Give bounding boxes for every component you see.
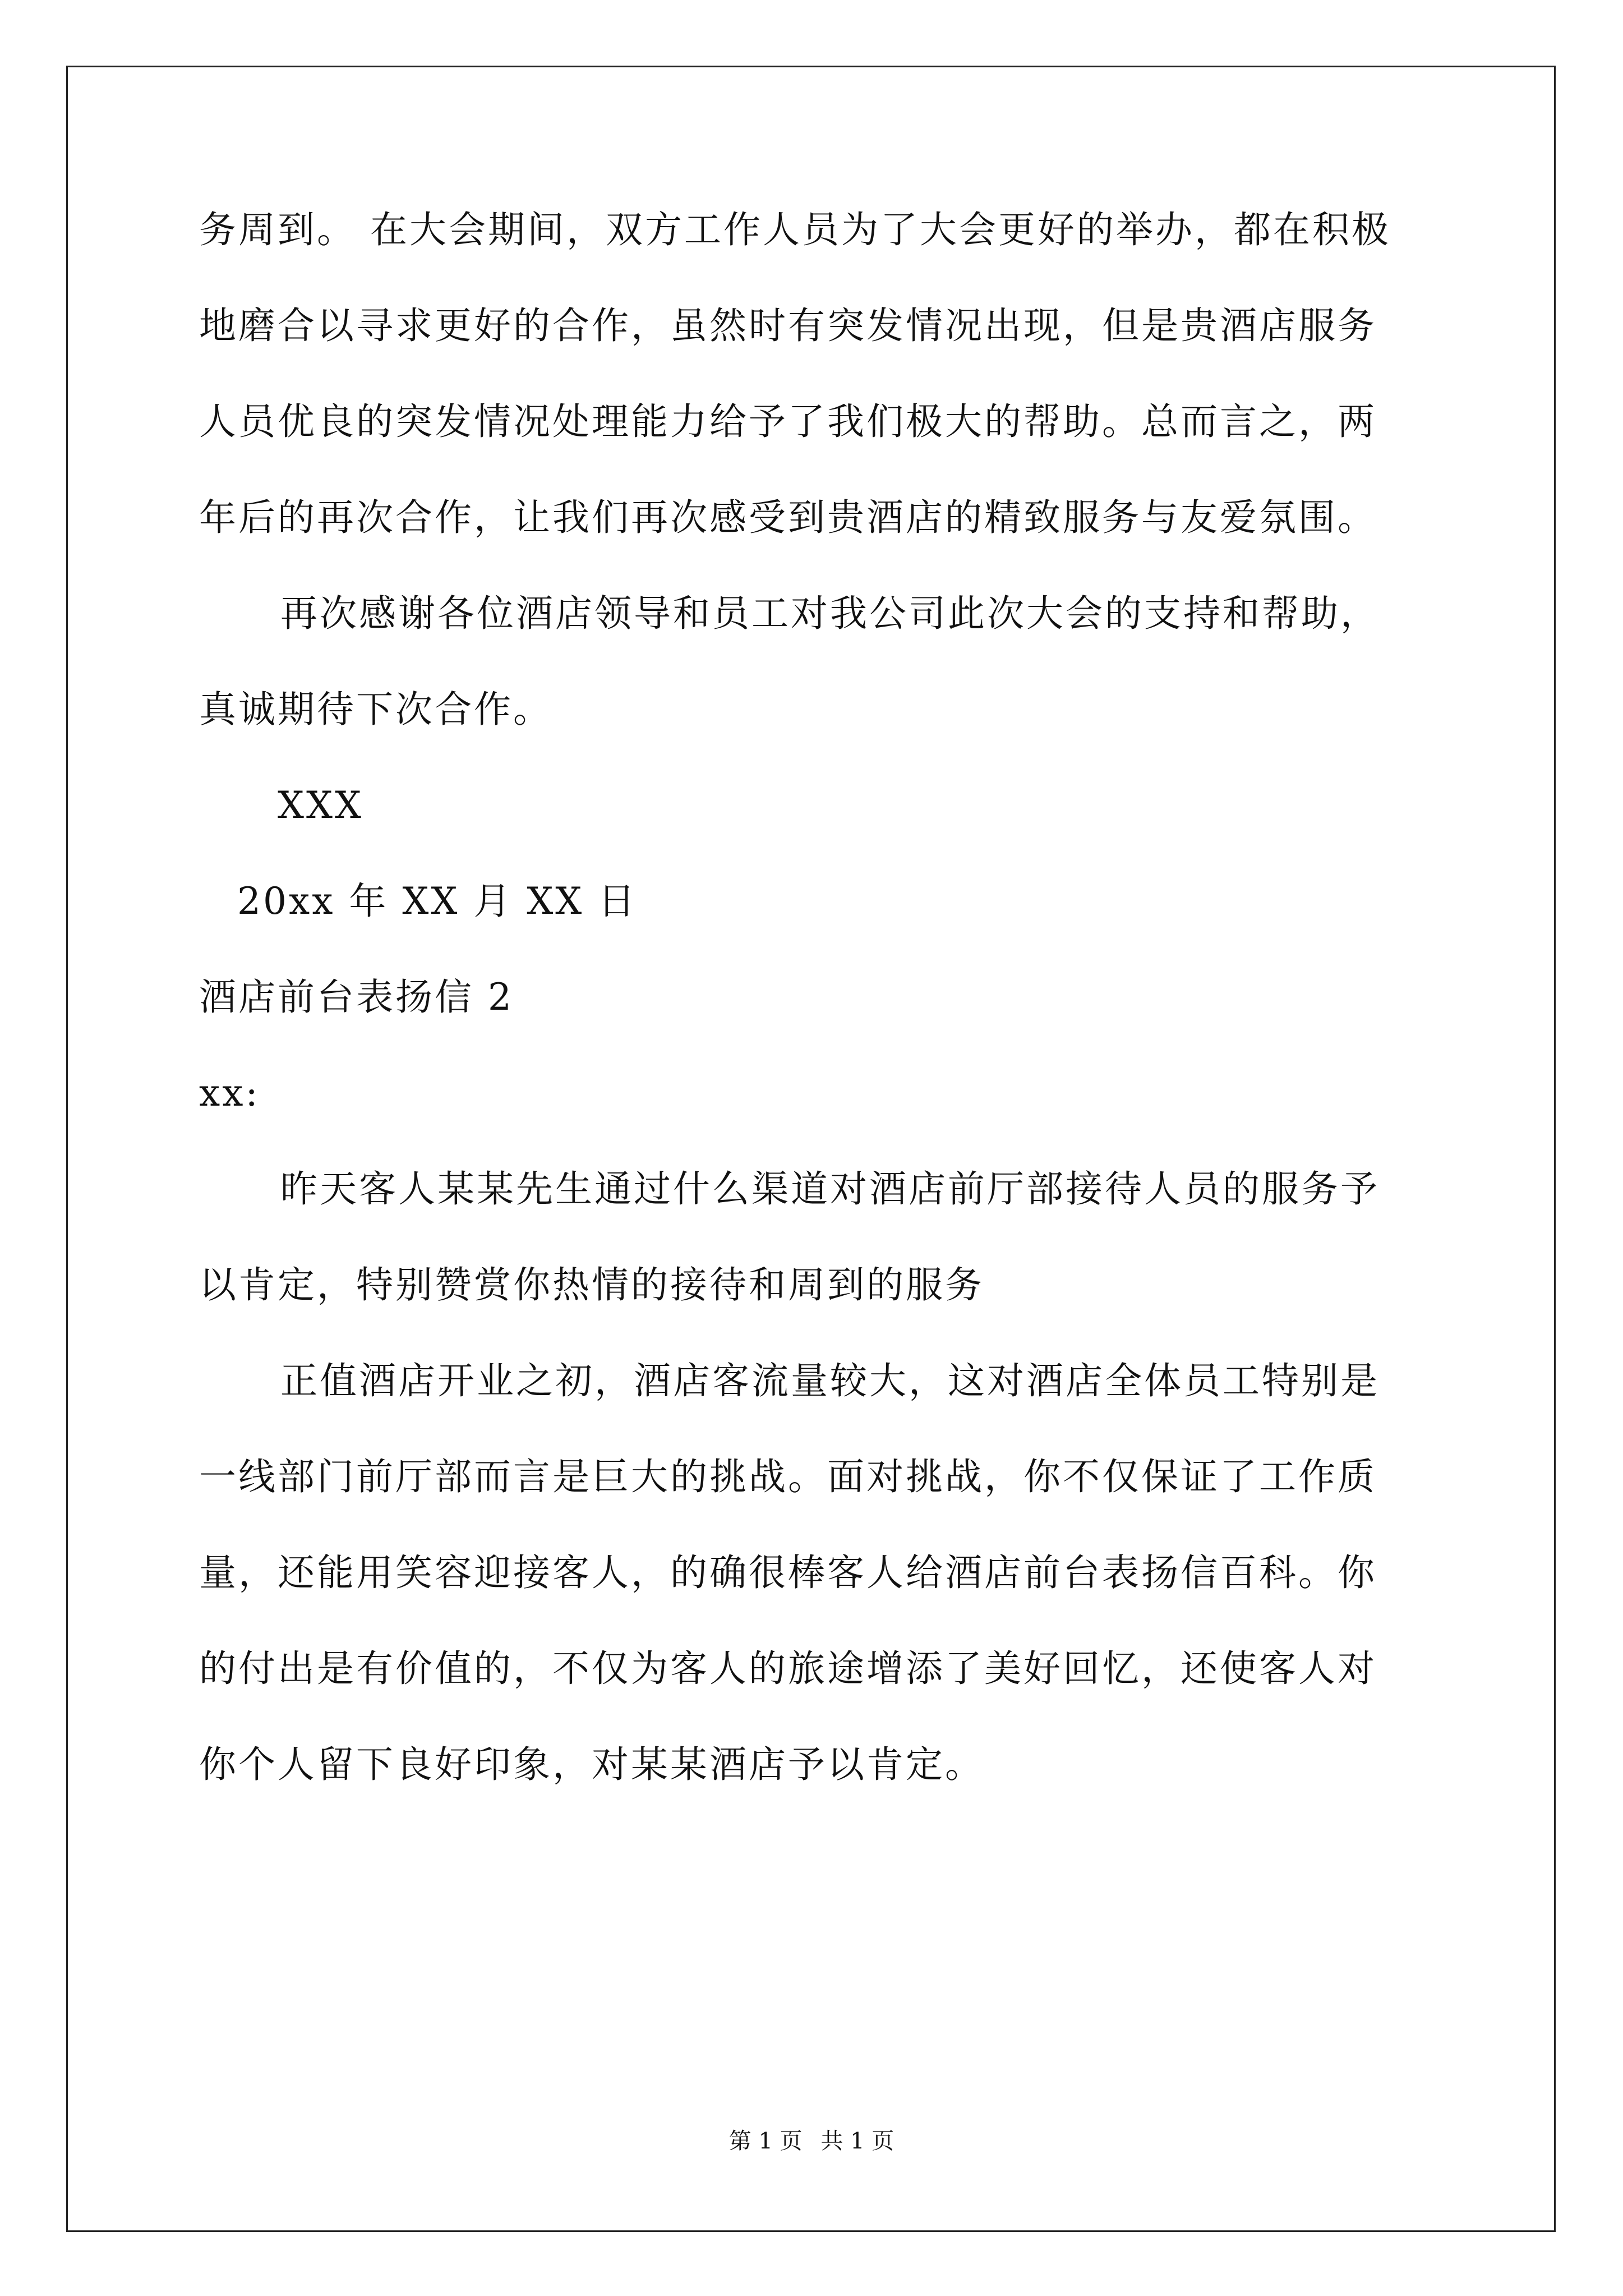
paragraph-line: 地磨合以寻求更好的合作，虽然时有突发情况出现，但是贵酒店服务 [199,304,1377,347]
paragraph-line: 一线部门前厅部而言是巨大的挑战。面对挑战，你不仅保证了工作质 [199,1455,1377,1498]
paragraph-line: 正值酒店开业之初，酒店客流量较大，这对酒店全体员工特别是 [280,1359,1380,1402]
paragraph-line: 以肯定，特别赞赏你热情的接待和周到的服务 [199,1263,984,1306]
signature: XXX [278,784,363,827]
letter-title: 酒店前台表扬信 2 [199,976,514,1019]
salutation: xx: [199,1071,260,1115]
paragraph-line: 量，还能用笑容迎接客人，的确很棒客人给酒店前台表扬信百科。你 [199,1551,1377,1594]
paragraph-line: 年后的再次合作，让我们再次感受到贵酒店的精致服务与友爱氛围。 [199,496,1377,539]
paragraph-line: 再次感谢各位酒店领导和员工对我公司此次大会的支持和帮助， [280,592,1380,635]
paragraph-line: 真诚期待下次合作。 [199,688,552,731]
date-line: 20xx 年 XX 月 XX 日 [237,880,638,923]
page-footer [0,2127,1623,2155]
paragraph-line: 你个人留下良好印象，对某某酒店予以肯定。 [199,1743,984,1786]
page-number: 第 1 页 [728,2128,803,2154]
paragraph-line: 务周到。 在大会期间，双方工作人员为了大会更好的举办，都在积极 [199,208,1391,251]
paragraph-line: 的付出是有价值的，不仅为客人的旅途增添了美好回忆，还使客人对 [199,1647,1377,1690]
page-border [66,66,1556,2232]
paragraph-line: 人员优良的突发情况处理能力给予了我们极大的帮助。总而言之，两 [199,400,1377,443]
paragraph-line: 昨天客人某某先生通过什么渠道对酒店前厅部接待人员的服务予 [280,1167,1380,1211]
page-count: 共 1 页 [820,2128,895,2154]
